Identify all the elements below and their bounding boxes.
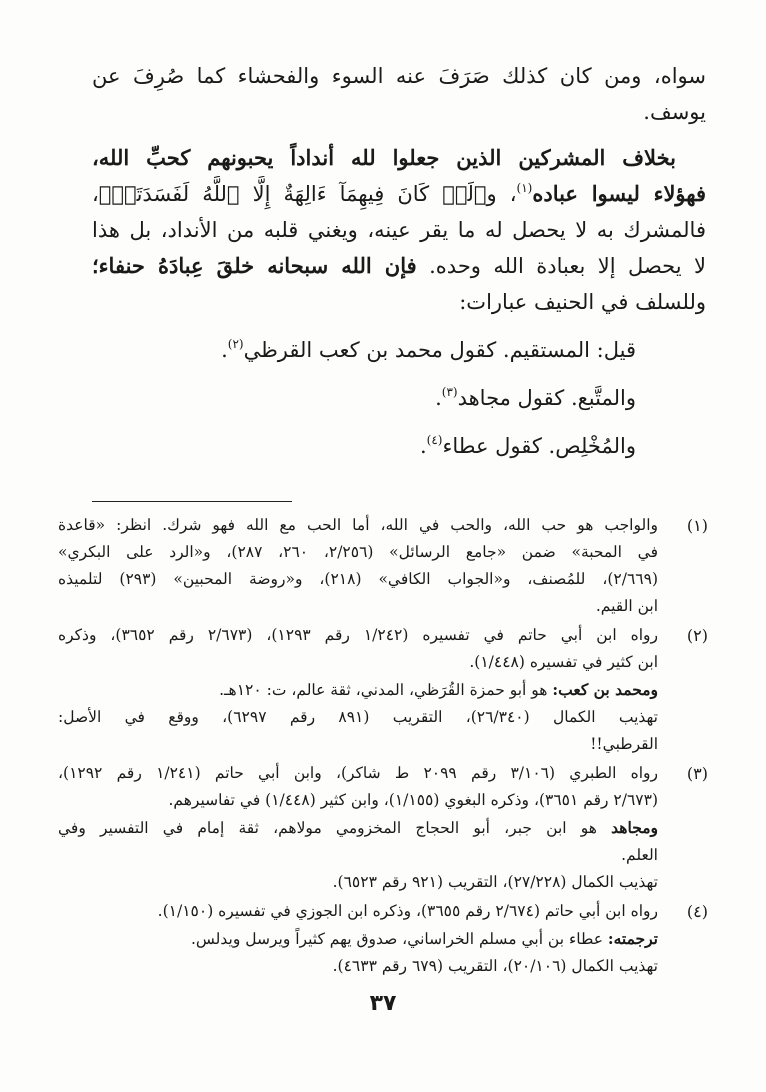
plain-phrase: لا يحصل إلا بعبادة الله وحده. <box>429 254 706 278</box>
footnote-number: (٤) <box>686 902 708 921</box>
footnote-line <box>58 676 658 704</box>
footnote-2 <box>58 622 708 758</box>
footnote-1 <box>58 512 708 620</box>
text-line: وللسلف في الحنيف عبارات: <box>459 290 706 314</box>
main-text <box>92 58 706 464</box>
bold-phrase: فإن الله سبحانه خلقَ عِبادَهُ حنفاء؛ <box>92 253 417 278</box>
footnote-ref[interactable]: (٢) <box>227 337 244 351</box>
bold-phrase: فهؤلاء ليسوا عباده <box>532 181 706 206</box>
footnote-line: رواه الطبري (٣/١٠٦ رقم ٢٠٩٩ ط شاكر)، وابن أبي حاتم (١/٢٤١ رقم ١٢٩٢)، <box>58 764 658 782</box>
footnote-line: ابن القيم. <box>595 597 658 615</box>
footnote-line <box>58 814 658 842</box>
bio-name: ومجاهد <box>611 818 658 837</box>
footnote-line: رواه ابن أبي حاتم (٢/٦٧٤ رقم ٣٦٥٥)، وذكره ابن الجوزي في تفسيره (١/١٥٠). <box>157 902 658 920</box>
footnote-line: (٢/٦٧٣ رقم ٣٦٥١)، وذكره البغوي (١/١٥٥)، وابن كثير (١/٤٤٨) في تفاسيرهم. <box>168 791 658 809</box>
list-item-end: . <box>419 434 427 458</box>
bio-text: هو أبو حمزة القُرَظي، المدني، ثقة عالم، ت: ١٢٠هـ. <box>219 681 553 699</box>
footnote-ref[interactable]: (٣) <box>441 385 458 399</box>
page-number: ٣٧ <box>369 991 397 1016</box>
footnote-separator <box>92 501 292 502</box>
definition-list <box>92 332 706 464</box>
footnote-line <box>58 925 658 953</box>
footnote-ref[interactable]: (١) <box>516 181 533 195</box>
footnote-line: والواجب هو حب الله، والحب في الله، أما الحب مع الله فهو شرك. انظر: «قاعدة <box>58 516 658 534</box>
footnote-line: تهذيب الكمال (٢٠/١٠٦)، التقريب (٦٧٩ رقم ٤٦٣٣). <box>332 957 658 975</box>
list-item-text: قيل: المستقيم. كقول محمد بن كعب القرظي <box>243 338 636 362</box>
quran-quote: ، و﴿لَوۡ كَانَ فِيهِمَآ ءَالِهَةٌ إِلَّا ٱللَّهُ لَفَسَدَتَاۚ﴾، <box>92 182 517 206</box>
footnote-line: القرطبي!! <box>590 735 658 753</box>
text-line: يوسف. <box>643 100 706 124</box>
footnote-line: رواه ابن أبي حاتم في تفسيره (١/٢٤٢ رقم ١٢٩٣)، (٢/٦٧٣ رقم ٣٦٥٢)، وذكره <box>58 626 658 644</box>
bio-name: ترجمته: <box>607 929 658 948</box>
footnotes <box>58 512 708 982</box>
footnote-number: (١) <box>686 516 708 535</box>
text-line <box>92 248 706 284</box>
list-item-text: والمُخْلِص. كقول عطاء <box>442 434 636 458</box>
text-line <box>92 140 706 176</box>
footnote-4 <box>58 898 708 980</box>
text-line: فالمشرك به لا يحصل له ما يقر عينه، ويغني قلبه من الأنداد، بل هذا <box>92 218 706 242</box>
list-item-end: . <box>221 338 228 362</box>
footnote-line: العلم. <box>621 846 658 864</box>
list-item <box>92 332 706 368</box>
footnote-ref[interactable]: (٤) <box>426 433 443 447</box>
list-item-end: . <box>435 386 442 410</box>
bold-phrase: بخلاف المشركين الذين جعلوا لله أنداداً يحبونهم كحبِّ الله، <box>92 145 676 170</box>
footnote-number: (٣) <box>686 764 708 783</box>
footnote-number: (٢) <box>686 626 708 645</box>
footnote-3 <box>58 760 708 896</box>
text-line: سواه، ومن كان كذلك صَرَفَ عنه السوء والفحشاء كما صُرِفَ عن <box>92 64 706 88</box>
list-item <box>92 380 706 416</box>
bio-name: ومحمد بن كعب: <box>552 680 658 699</box>
bio-text: عطاء بن أبي مسلم الخراساني، صدوق يهم كثيراً ويرسل ويدلس. <box>190 930 608 948</box>
list-item-text: والمتَّبع. كقول مجاهد <box>457 386 636 410</box>
list-item <box>92 428 706 464</box>
footnote-line: ابن كثير في تفسيره (١/٤٤٨). <box>469 653 658 671</box>
footnote-line: (٢/٦٦٩)، للمُصنف، و«الجواب الكافي» (٢١٨)، و«روضة المحبين» (٢٩٣) لتلميذه <box>58 570 658 588</box>
text-line <box>92 176 706 212</box>
footnote-line: في المحبة» ضمن «جامع الرسائل» (٢/٢٥٦، ٢٦٠، ٢٨٧)، و«الرد على البكري» <box>58 543 658 561</box>
footnote-line: تهذيب الكمال (٢٧/٢٢٨)، التقريب (٩٢١ رقم ٦٥٢٣). <box>332 873 658 891</box>
bio-text: هو ابن جبر، أبو الحجاج المخزومي مولاهم، ثقة إمام في التفسير وفي <box>58 819 612 837</box>
footnote-line: تهذيب الكمال (٢٦/٣٤٠)، التقريب (٨٩١ رقم ٦٢٩٧)، ووقع في الأصل: <box>58 708 658 726</box>
